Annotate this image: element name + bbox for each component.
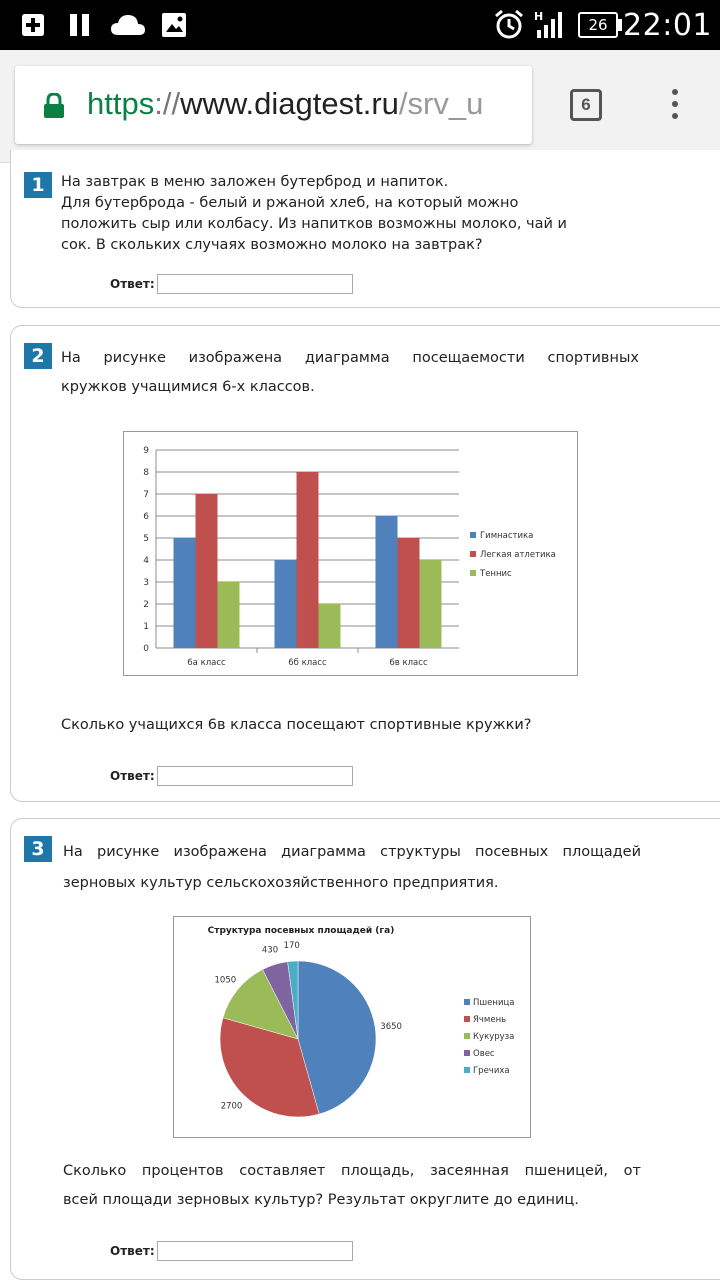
y-tick-label: 3 bbox=[143, 578, 149, 588]
legend-label: Легкая атлетика bbox=[480, 550, 556, 560]
image-icon bbox=[160, 11, 188, 39]
pie-title: Структура посевных площадей (га) bbox=[207, 926, 395, 936]
bar bbox=[376, 516, 398, 648]
bar bbox=[420, 560, 442, 648]
bar bbox=[218, 582, 240, 648]
bar bbox=[196, 494, 218, 648]
question-card-2 bbox=[10, 325, 720, 802]
y-tick-label: 1 bbox=[143, 622, 149, 632]
battery-icon: 26 bbox=[578, 12, 618, 38]
data-label: 2700 bbox=[220, 1101, 243, 1112]
answer-field[interactable] bbox=[157, 274, 353, 294]
address-bar[interactable] bbox=[15, 66, 532, 144]
question-line: На завтрак в меню заложен бутерброд и напиток. bbox=[61, 174, 449, 190]
data-label: 170 bbox=[283, 941, 300, 952]
url-path: /srv_u bbox=[398, 86, 484, 121]
question-text bbox=[61, 344, 639, 402]
pie-chart bbox=[173, 916, 531, 1138]
answer-label: Ответ: bbox=[110, 1244, 155, 1258]
question-prompt bbox=[63, 1157, 641, 1215]
battery-tip bbox=[618, 19, 622, 31]
y-tick-label: 0 bbox=[143, 644, 149, 654]
x-tick-label: 6б класс bbox=[288, 658, 327, 668]
legend-label: Гречиха bbox=[473, 1066, 510, 1076]
question-number: 1 bbox=[24, 172, 52, 198]
legend-swatch bbox=[464, 999, 470, 1005]
y-tick-label: 5 bbox=[143, 534, 149, 544]
pause-icon bbox=[68, 12, 92, 38]
bar bbox=[297, 472, 319, 648]
question-number: 2 bbox=[24, 343, 52, 369]
answer-label: Ответ: bbox=[110, 277, 155, 291]
answer-label: Ответ: bbox=[110, 769, 155, 783]
clock: 22:01 bbox=[623, 8, 712, 43]
question-line: На рисунке изображена диаграмма посещаемости спортивных bbox=[61, 350, 639, 366]
question-card-1 bbox=[10, 150, 720, 308]
y-tick-label: 6 bbox=[143, 512, 149, 522]
y-tick-label: 9 bbox=[143, 446, 149, 456]
legend-swatch bbox=[470, 570, 476, 576]
bar bbox=[319, 604, 341, 648]
signal-icon bbox=[533, 8, 567, 40]
legend-swatch bbox=[470, 551, 476, 557]
overflow-menu-button[interactable] bbox=[670, 89, 680, 125]
bar bbox=[174, 538, 196, 648]
legend-label: Ячмень bbox=[473, 1015, 507, 1025]
bar bbox=[398, 538, 420, 648]
data-label: 3650 bbox=[380, 1022, 402, 1033]
bar-chart bbox=[123, 431, 578, 676]
legend-swatch bbox=[464, 1016, 470, 1022]
url-scheme: https bbox=[87, 86, 155, 121]
legend-label: Кукуруза bbox=[473, 1032, 515, 1042]
question-card-3 bbox=[10, 818, 720, 1280]
lock-icon bbox=[43, 93, 65, 119]
tab-switcher-button[interactable]: 6 bbox=[570, 89, 602, 121]
legend-label: Пшеница bbox=[473, 998, 515, 1008]
data-label: 1050 bbox=[214, 975, 237, 986]
bar-chart-svg bbox=[124, 432, 577, 675]
url-host: www.diagtest.ru bbox=[180, 86, 399, 121]
url-separator: :// bbox=[154, 86, 181, 121]
legend-swatch bbox=[464, 1050, 470, 1056]
legend-swatch bbox=[470, 532, 476, 538]
answer-field[interactable] bbox=[157, 1241, 353, 1261]
y-tick-label: 2 bbox=[143, 600, 149, 610]
legend-label: Овес bbox=[473, 1049, 495, 1059]
question-number: 3 bbox=[24, 836, 52, 862]
data-label: 430 bbox=[261, 945, 279, 956]
question-line: Для бутерброда - белый и ржаной хлеб, на который можно bbox=[61, 195, 519, 211]
cloud-icon bbox=[110, 13, 146, 37]
question-line: зерновых культур сельскохозяйственного предприятия. bbox=[63, 875, 499, 891]
question-prompt: Сколько учащихся 6в класса посещают спортивные кружки? bbox=[61, 717, 532, 733]
legend-swatch bbox=[464, 1033, 470, 1039]
legend-label: Гимнастика bbox=[480, 531, 534, 541]
download-notification-icon bbox=[18, 11, 48, 39]
question-line: всей площади зерновых культур? Результат округлите до единиц. bbox=[63, 1192, 579, 1208]
question-text bbox=[61, 172, 567, 256]
svg-text:H: H bbox=[534, 10, 544, 23]
legend-swatch bbox=[464, 1067, 470, 1073]
y-tick-label: 7 bbox=[143, 490, 149, 500]
bar bbox=[275, 560, 297, 648]
y-tick-label: 4 bbox=[143, 556, 149, 566]
y-tick-label: 8 bbox=[143, 468, 149, 478]
url-text[interactable] bbox=[87, 86, 483, 122]
status-bar bbox=[0, 0, 720, 50]
question-line: сок. В скольких случаях возможно молоко на завтрак? bbox=[61, 237, 483, 253]
question-line: Сколько процентов составляет площадь, засеянная пшеницей, от bbox=[63, 1163, 641, 1179]
browser-toolbar bbox=[0, 50, 720, 163]
alarm-icon bbox=[493, 8, 525, 40]
legend-label: Теннис bbox=[480, 569, 512, 579]
x-tick-label: 6а класс bbox=[187, 658, 226, 668]
answer-field[interactable] bbox=[157, 766, 353, 786]
question-line: На рисунке изображена диаграмма структуры посевных площадей bbox=[63, 844, 641, 860]
question-text bbox=[63, 837, 641, 899]
x-tick-label: 6в класс bbox=[389, 658, 428, 668]
question-line: положить сыр или колбасу. Из напитков возможны молоко, чай и bbox=[61, 216, 567, 232]
pie-chart-svg bbox=[174, 917, 530, 1137]
question-line: кружков учащимися 6-х классов. bbox=[61, 379, 315, 395]
